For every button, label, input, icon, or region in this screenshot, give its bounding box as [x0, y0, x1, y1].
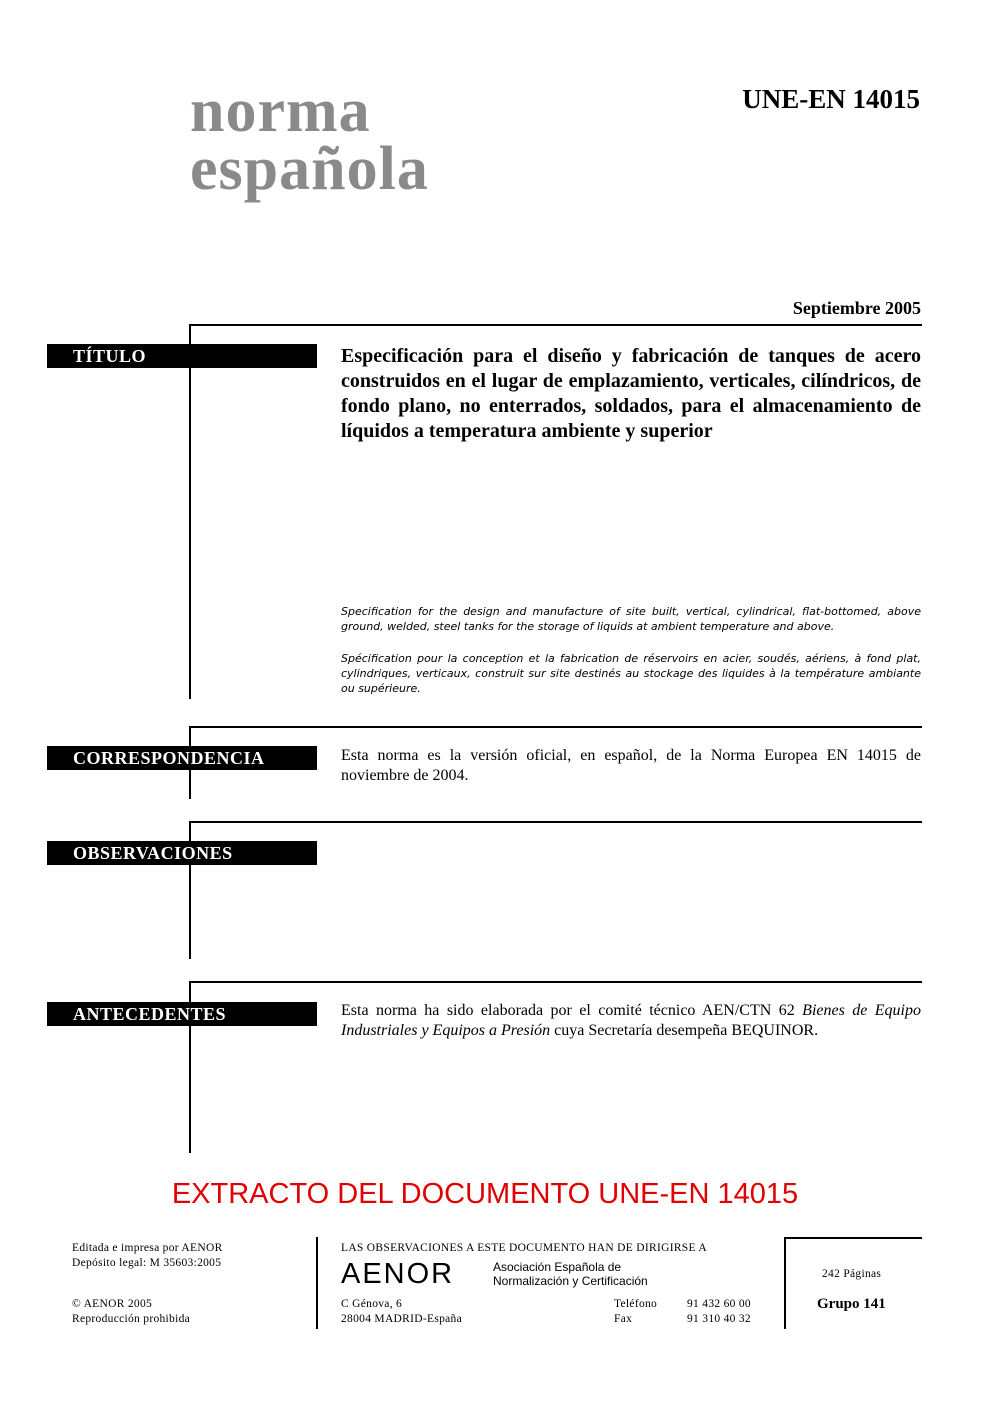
title-english: Specification for the design and manufacture of site built, vertical, cylindrical, flat-bottomed, above ground, welded, steel tanks for the storage of liquids at ambient temperature and above.: [341, 605, 921, 633]
observaciones-top-rule: [189, 821, 922, 823]
footer-deposit: Depósito legal: M 35603:2005: [72, 1257, 222, 1269]
footer-fax-label: Fax: [614, 1313, 633, 1325]
correspondencia-label: CORRESPONDENCIA: [47, 746, 317, 770]
footer-divider-left: [316, 1237, 318, 1329]
footer-divider-right: [784, 1237, 786, 1329]
footer-box-top-rule: [784, 1237, 922, 1239]
footer-observations-note: LAS OBSERVACIONES A ESTE DOCUMENTO HAN DE DIRIGIRSE A: [341, 1242, 707, 1254]
antecedentes-text: [341, 1001, 921, 1041]
title-spanish: Especificación para el diseño y fabricación de tanques de acero construidos en el lugar de emplazamiento, verticales, cilíndricos, de fondo plano, no enterrados, soldados, para el almacenamiento de líquidos a temperatura ambiente y superior: [341, 345, 921, 442]
antecedentes-text-pre: Esta norma ha sido elaborada por el comité técnico AEN/CTN 62: [341, 1002, 803, 1019]
aenor-name-line-1: Asociación Española de: [493, 1260, 622, 1274]
footer-edited: Editada e impresa por AENOR: [72, 1242, 223, 1254]
titulo-label: TÍTULO: [47, 344, 317, 368]
observaciones-label: OBSERVACIONES: [47, 841, 317, 865]
footer-address-line-1: C Génova, 6: [341, 1298, 403, 1310]
brand-line-2: española: [190, 135, 429, 203]
footer-reproduction: Reproducción prohibida: [72, 1313, 191, 1325]
antecedentes-top-rule: [189, 981, 922, 983]
antecedentes-committee-name: Bienes de Equipo Industriales y Equipos a Presión: [341, 1002, 922, 1039]
footer-phone-label: Teléfono: [614, 1298, 658, 1310]
aenor-logo: AENOR: [341, 1258, 455, 1290]
titulo-top-rule: [189, 324, 922, 326]
correspondencia-text: Esta norma es la versión oficial, en español, de la Norma Europea EN 14015 de noviembre de 2004.: [341, 747, 921, 784]
footer-address-line-2: 28004 MADRID-España: [341, 1313, 463, 1325]
aenor-full-name: [493, 1260, 648, 1288]
aenor-name-line-2: Normalización y Certificación: [493, 1274, 648, 1288]
title-french: Spécification pour la conception et la fabrication de réservoirs en acier, soudés, aériens, à fond plat, cylindriques, verticaux, construit sur site destinés au stockage des liquides à la température ambiante ou supérieure.: [341, 652, 921, 695]
brand-title: [190, 77, 429, 203]
footer-group: Grupo 141: [817, 1296, 886, 1312]
antecedentes-label: ANTECEDENTES: [47, 1002, 317, 1026]
correspondencia-top-rule: [189, 726, 922, 728]
extract-watermark: EXTRACTO DEL DOCUMENTO UNE-EN 14015: [171, 1178, 799, 1210]
antecedentes-text-post: cuya Secretaría desempeña BEQUINOR.: [550, 1022, 819, 1039]
publication-date: Septiembre 2005: [792, 298, 921, 318]
footer-phone: 91 432 60 00: [687, 1298, 751, 1310]
footer-fax: 91 310 40 32: [687, 1313, 751, 1325]
standard-code: UNE-EN 14015: [742, 84, 920, 114]
titulo-vertical-rule: [189, 324, 191, 699]
footer-copyright: © AENOR 2005: [72, 1298, 153, 1310]
footer-pages: 242 Páginas: [822, 1268, 882, 1280]
brand-line-1: norma: [190, 77, 371, 145]
